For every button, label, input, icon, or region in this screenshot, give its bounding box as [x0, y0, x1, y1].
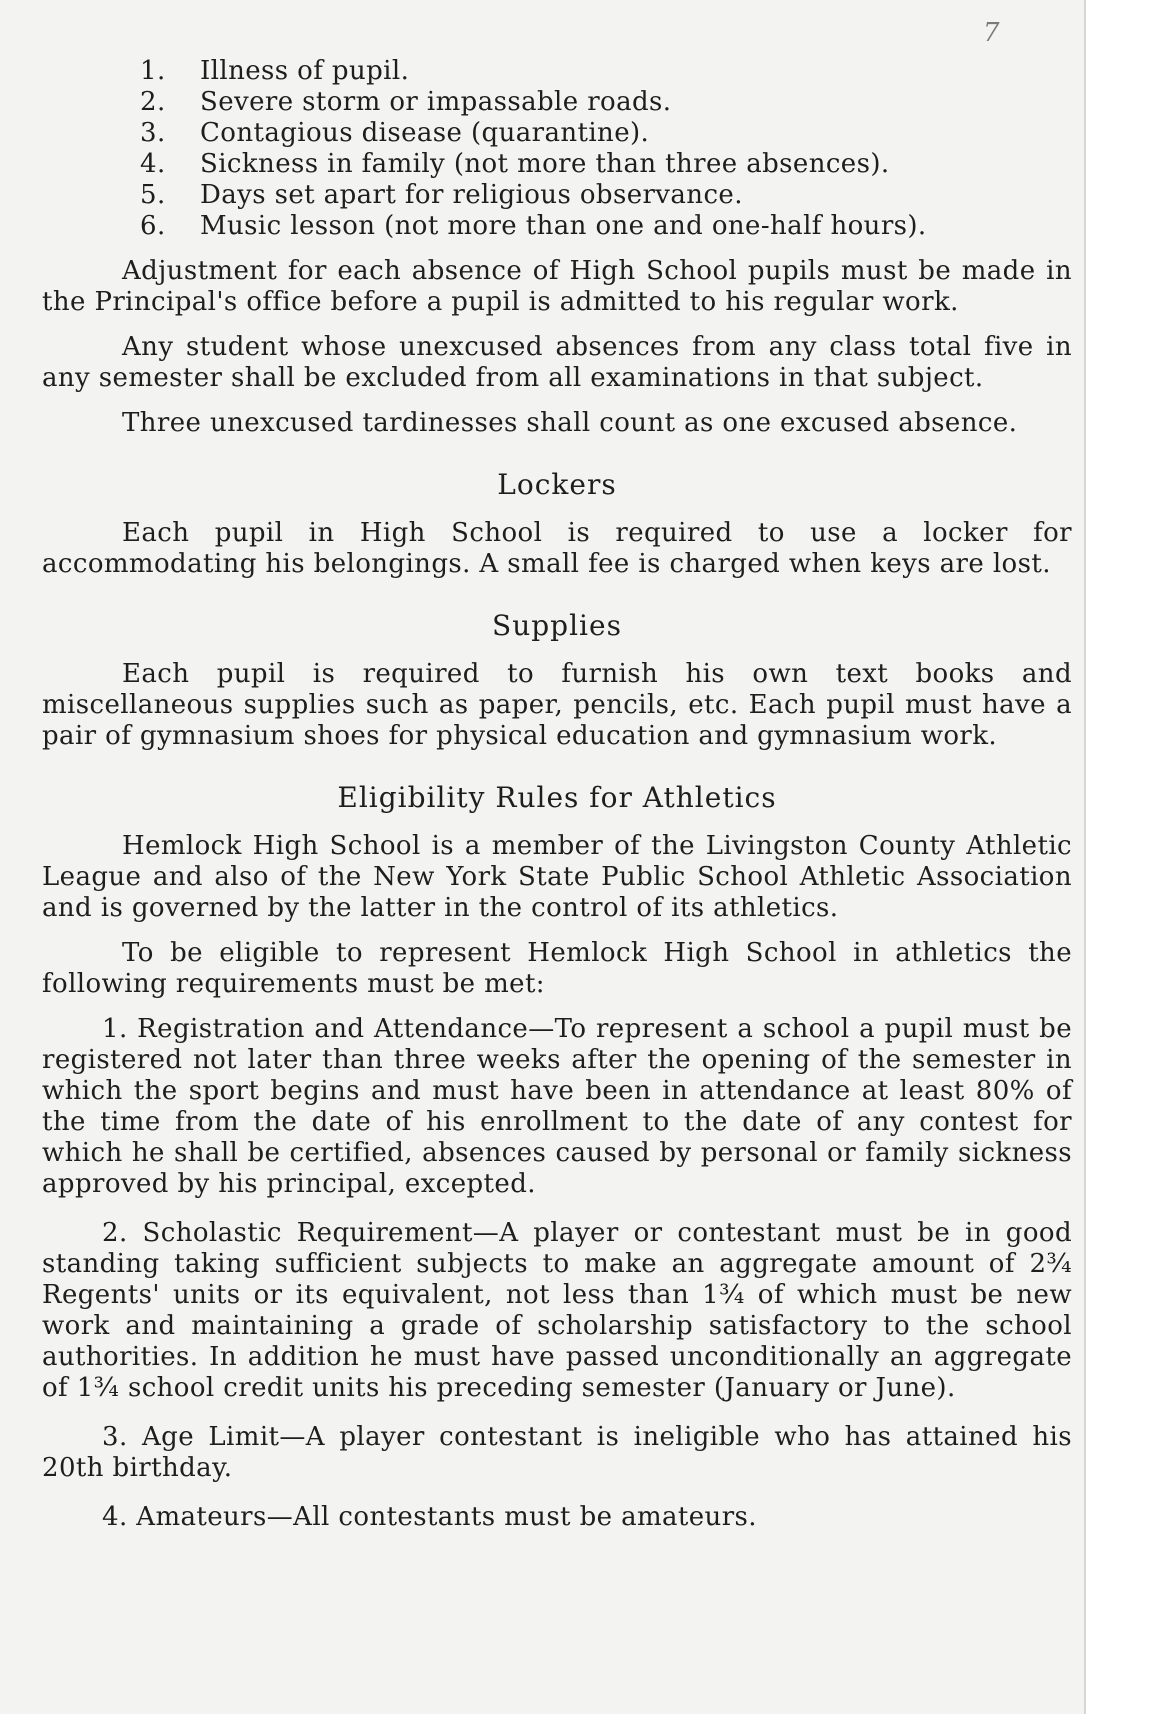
tardiness-paragraph: Three unexcused tardinesses shall count as one excused absence. — [122, 408, 1018, 438]
rule-amateurs: 4. Amateurs—All contestants must be amateurs. — [102, 1502, 757, 1532]
list-item-text: Illness of pupil. — [200, 56, 410, 86]
list-item-text: Days set apart for religious observance. — [200, 180, 743, 210]
absence-adjustment-paragraph: Adjustment for each absence of High School pupils must be made in the Principal's office before a pupil is admitted to his regular work. — [42, 256, 1072, 317]
rule-registration-attendance: 1. Registration and Attendance—To represent a school a pupil must be registered not later than three weeks after the opening of the semester in which the sport begins and must have been in attendance at least 80% of the time from the date of his enrollment to the date of any contest for which he shall be certified, absences caused by personal or family sickness approved by his principal, excepted. — [42, 1014, 1072, 1199]
list-item — [140, 118, 1072, 149]
list-item-number: 5. — [140, 180, 166, 210]
list-item — [140, 56, 1072, 87]
list-item-text: Music lesson (not more than one and one-half hours). — [200, 211, 927, 241]
lockers-paragraph: Each pupil in High School is required to use a locker for accommodating his belongings. A small fee is charged when keys are lost. — [42, 518, 1072, 579]
rule-age-limit: 3. Age Limit—A player contestant is ineligible who has attained his 20th birthday. — [42, 1422, 1072, 1483]
page-number: 7 — [983, 18, 1000, 48]
eligibility-intro-paragraph: Hemlock High School is a member of the Livingston County Athletic League and also of the New York State Public School Athletic Association and is governed by the latter in the control of its athletics. — [42, 831, 1072, 923]
unexcused-absence-paragraph: Any student whose unexcused absences from any class total five in any semester shall be excluded from all examinations in that subject. — [42, 332, 1072, 393]
rule-scholastic-requirement: 2. Scholastic Requirement—A player or contestant must be in good standing taking sufficient subjects to make an aggregate amount of 2¾ Regents' units or its equivalent, not less than 1¾ of which must be new work and maintaining a grade of scholarship satisfactory to the school authorities. In addition he must have passed unconditionally an aggregate of 1¾ school credit units his preceding semester (January or June). — [42, 1218, 1072, 1403]
lockers-heading: Lockers — [497, 468, 617, 501]
eligibility-heading: Eligibility Rules for Athletics — [337, 781, 777, 814]
list-item-number: 4. — [140, 149, 166, 179]
list-item — [140, 211, 1072, 242]
list-item — [140, 87, 1072, 118]
list-item — [140, 149, 1072, 180]
list-item-text: Contagious disease (quarantine). — [200, 118, 650, 148]
list-item-number: 2. — [140, 87, 166, 117]
supplies-paragraph: Each pupil is required to furnish his own text books and miscellaneous supplies such as paper, pencils, etc. Each pupil must have a pair of gymnasium shoes for physical education and gymnasium work. — [42, 659, 1072, 751]
eligibility-requirements-intro: To be eligible to represent Hemlock High School in athletics the following requirements must be met: — [42, 938, 1072, 999]
list-item-number: 6. — [140, 211, 166, 241]
list-item-number: 1. — [140, 56, 166, 86]
list-item-number: 3. — [140, 118, 166, 148]
list-item-text: Severe storm or impassable roads. — [200, 87, 672, 117]
list-item-text: Sickness in family (not more than three absences). — [200, 149, 890, 179]
list-item — [140, 180, 1072, 211]
page-content — [42, 56, 1072, 1551]
excused-absence-reasons-list — [42, 56, 1072, 242]
supplies-heading: Supplies — [492, 609, 622, 642]
